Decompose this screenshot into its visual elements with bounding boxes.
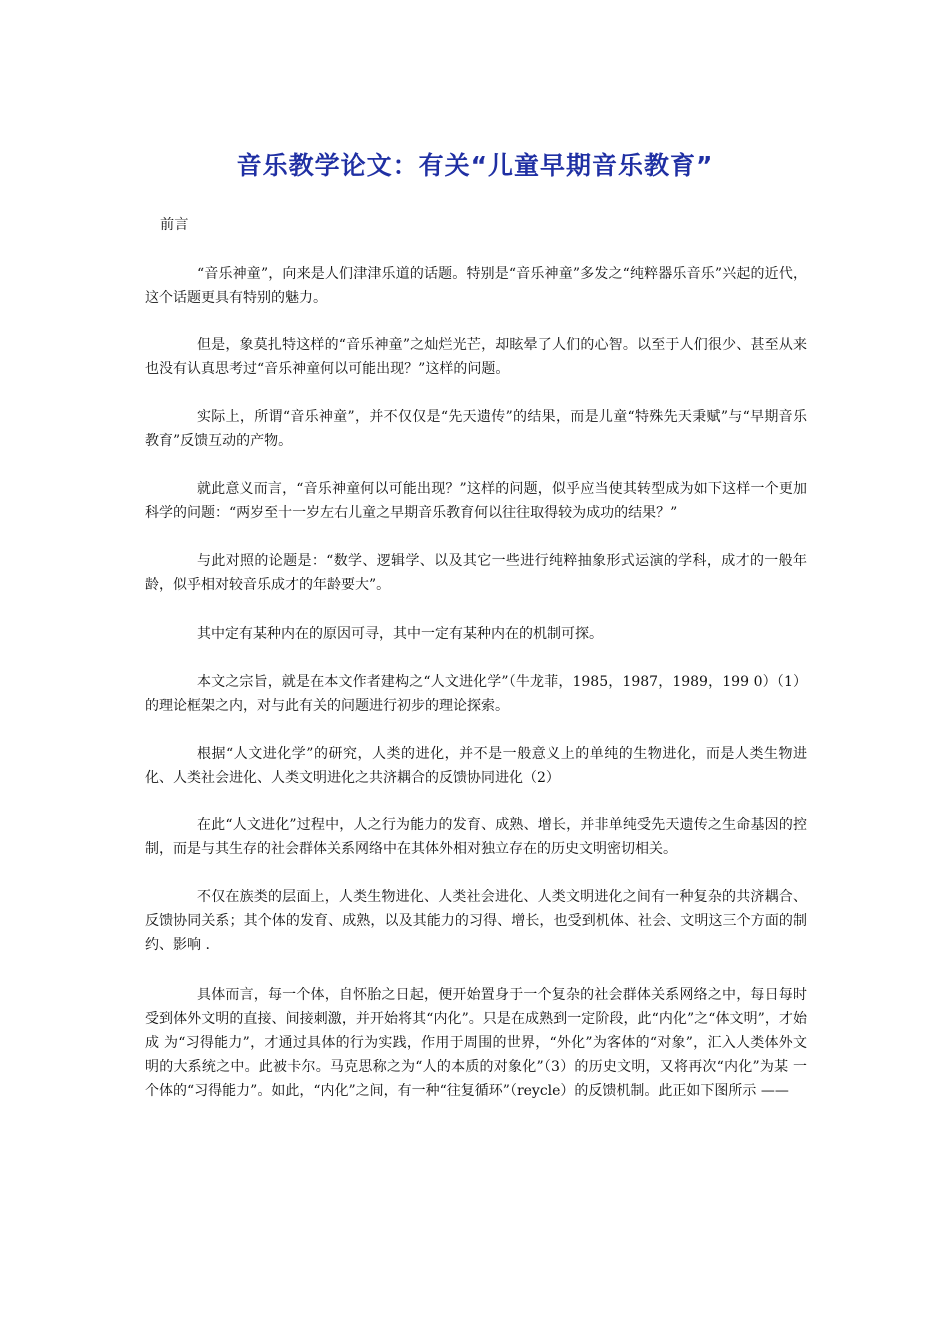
paragraph-7: 本文之宗旨，就是在本文作者建构之“人文进化学”（牛龙菲，1985，1987，1989，199 0）（1）的理论框架之内，对与此有关的问题进行初步的理论探索。 xyxy=(145,674,807,714)
paragraph-8: 根据“人文进化学”的研究，人类的进化，并不是一般意义上的单纯的生物进化，而是人类生物进化、人类社会进化、人类文明进化之共济耦合的反馈协同进化（2） xyxy=(145,746,807,786)
paragraph-3: 实际上，所谓“音乐神童”，并不仅仅是“先天遗传”的结果，而是儿童“特殊先天秉赋”与“早期音乐教育”反馈互动的产物。 xyxy=(145,409,807,449)
paragraph-4: 就此意义而言，“音乐神童何以可能出现？”这样的问题，似乎应当使其转型成为如下这样一个更加科学的问题：“两岁至十一岁左右儿童之早期音乐教育何以往往取得较为成功的结果？” xyxy=(145,481,807,521)
paragraph-6: 其中定有某种内在的原因可寻，其中一定有某种内在的机制可探。 xyxy=(197,626,603,642)
paragraph-11: 具体而言，每一个体，自怀胎之日起，便开始置身于一个复杂的社会群体关系网络之中，每日每时受到体外文明的直接、间接刺激，并开始将其“内化”。只是在成熟到一定阶段，此“内化”之“体文明”，才始成 为“习得能力”，才通过具体的行为实践，作用于周围的世界，“外化”为客体的“对象”，汇入人类体外文 明的大系统之中。此被卡尔。马克思称之为“人的本质的对象化”（3）的历史文明，又将再次“内化”为某 一个体的“习得能力”。如此，“内化”之间，有一种“往复循环”（reycle）的反馈机制。此正如下图所示 —— xyxy=(145,987,807,1099)
document-title: 音乐教学论文：有关“儿童早期音乐教育” xyxy=(236,151,714,180)
section-heading-preface: 前言 xyxy=(160,217,189,233)
paragraph-9: 在此“人文进化”过程中，人之行为能力的发育、成熟、增长，并非单纯受先天遗传之生命基因的控制，而是与其生存的社会群体关系网络中在其体外相对独立存在的历史文明密切相关。 xyxy=(145,817,807,857)
paragraph-1: “音乐神童”，向来是人们津津乐道的话题。特别是“音乐神童”多发之“纯粹器乐音乐”兴起的近代，这个话题更具有特别的魅力。 xyxy=(145,266,807,306)
paragraph-5: 与此对照的论题是：“数学、逻辑学、以及其它一些进行纯粹抽象形式运演的学科，成才的一般年龄，似乎相对较音乐成才的年龄要大”。 xyxy=(145,553,807,593)
paragraph-2: 但是，象莫扎特这样的“音乐神童”之灿烂光芒，却眩晕了人们的心智。以至于人们很少、甚至从来也没有认真思考过“音乐神童何以可能出现？”这样的问题。 xyxy=(145,337,807,377)
paragraph-10: 不仅在族类的层面上，人类生物进化、人类社会进化、人类文明进化之间有一种复杂的共济耦合、反馈协同关系；其个体的发育、成熟，以及其能力的习得、增长，也受到机体、社会、文明这三个方面的制约、影响 . xyxy=(145,889,807,953)
